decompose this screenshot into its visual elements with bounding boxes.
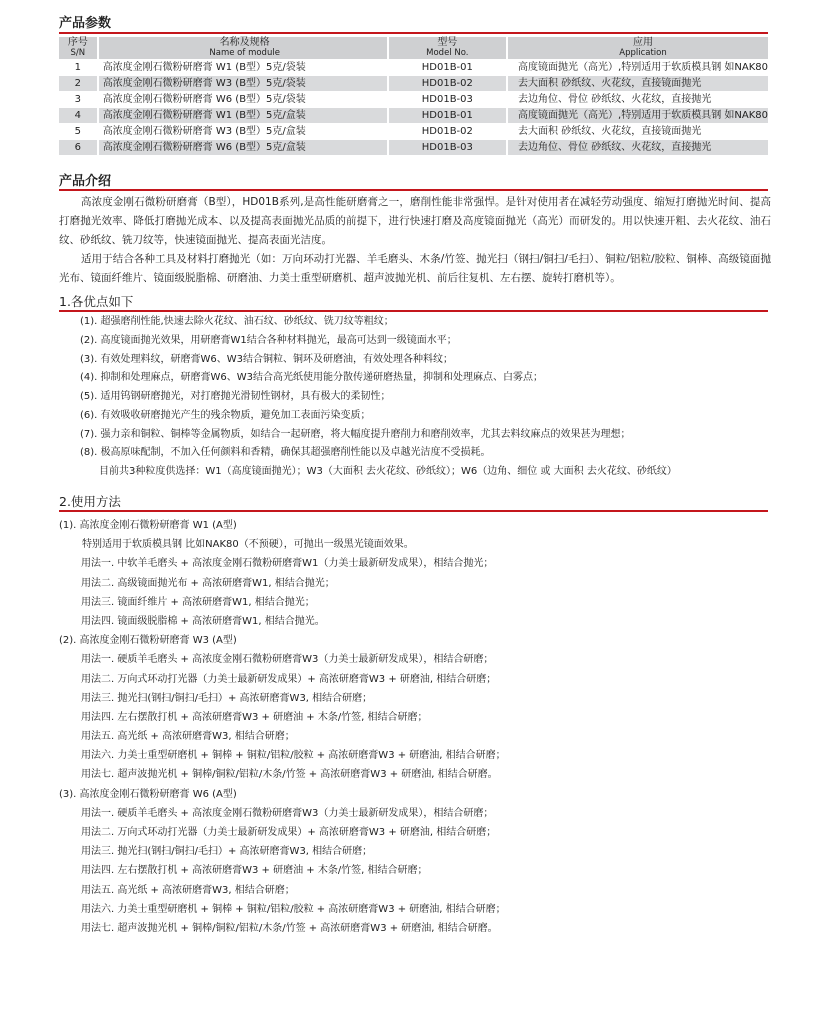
cell-model: HD01B-01 bbox=[387, 108, 506, 123]
params-title: 产品参数 bbox=[59, 16, 112, 31]
cell-name: 高浓度金刚石微粉研磨膏 W6 (B型）5克/盒装 bbox=[97, 140, 387, 155]
cell-model: HD01B-01 bbox=[387, 60, 506, 75]
table-row bbox=[59, 76, 768, 91]
list-item: (2). 高度镜面抛光效果，用研磨膏W1结合各种材料抛光，最高可达到一级镜面水平； bbox=[80, 334, 457, 346]
usage-method: 用法二. 万向式环动打光器（力美士最新研发成果）+ 高浓研磨膏W3 + 研磨油, 相结合研磨； bbox=[81, 827, 497, 838]
header-name: 名称及规格 Name of module bbox=[97, 37, 387, 59]
cell-model: HD01B-03 bbox=[387, 92, 506, 107]
usage-method: 用法二. 高级镜面抛光布 + 高浓研磨膏W1, 相结合抛光； bbox=[81, 577, 335, 589]
usage-title: 2.使用方法 bbox=[59, 494, 121, 509]
grit-options-note: 目前共3种粒度供选择：W1（高度镜面抛光）；W3（大面积 去火花纹、砂纸纹）；W6（边角、细位 或 大面积 去火花纹、砂纸纹） bbox=[99, 466, 677, 477]
cell-application: 高度镜面抛光（高光）,特别适用于软质模具钢 如NAK80 bbox=[506, 108, 768, 123]
cell-name: 高浓度金刚石微粉研磨膏 W3 (B型）5克/盒装 bbox=[97, 124, 387, 139]
list-item: (8). 极高原味配制，不加入任何颜料和香精，确保其超强磨削性能以及卓越光洁度不受损耗。 bbox=[80, 447, 491, 459]
intro-rule bbox=[59, 189, 768, 191]
cell-name: 高浓度金刚石微粉研磨膏 W6 (B型）5克/袋装 bbox=[97, 92, 387, 107]
params-rule bbox=[59, 32, 768, 34]
usage-heading-w3: (2). 高浓度金刚石微粉研磨膏 W3 (A型) bbox=[59, 635, 237, 647]
cell-name: 高浓度金刚石微粉研磨膏 W1 (B型）5克/袋装 bbox=[97, 60, 387, 75]
usage-heading-w6: (3). 高浓度金刚石微粉研磨膏 W6 (A型) bbox=[59, 788, 237, 800]
usage-subnote-w1: 特别适用于软质模具钢 比如NAK80（不预硬），可抛出一级黑光镜面效果。 bbox=[82, 539, 414, 551]
cell-application: 去大面积 砂纸纹、火花纹，直接镜面抛光 bbox=[506, 76, 768, 91]
header-application: 应用 Application bbox=[506, 37, 768, 59]
cell-application: 去大面积 砂纸纹、火花纹，直接镜面抛光 bbox=[506, 124, 768, 139]
cell-application: 高度镜面抛光（高光）,特别适用于软质模具钢 如NAK80 bbox=[506, 60, 768, 75]
list-item: (1). 超强磨削性能,快速去除火花纹、油石纹、砂纸纹、铣刀纹等粗纹； bbox=[80, 316, 394, 327]
usage-method: 用法五. 高光纸 + 高浓研磨膏W3, 相结合研磨； bbox=[81, 731, 295, 743]
usage-method: 用法四. 左右摆散打机 + 高浓研磨膏W3 + 研磨油 + 木条/竹签, 相结合研磨； bbox=[81, 865, 428, 877]
table-row bbox=[59, 124, 768, 139]
usage-method: 用法一. 硬质羊毛磨头 + 高浓度金刚石微粉研磨膏W3（力美士最新研发成果），相结合研磨； bbox=[81, 807, 494, 819]
advantages-list bbox=[80, 313, 770, 482]
list-item: (5). 适用钨钢研磨抛光，对打磨抛光滑韧性钢材，具有极大的柔韧性； bbox=[80, 391, 391, 402]
usage-method: 用法二. 万向式环动打光器（力美士最新研发成果）+ 高浓研磨膏W3 + 研磨油, 相结合研磨； bbox=[81, 673, 497, 685]
cell-sn: 5 bbox=[74, 126, 82, 137]
table-row bbox=[59, 140, 768, 155]
usage-method: 用法三. 抛光扫(钢扫/铜扫/毛扫）+ 高浓研磨膏W3, 相结合研磨； bbox=[81, 846, 373, 858]
usage-method: 用法五. 高光纸 + 高浓研磨膏W3, 相结合研磨； bbox=[81, 884, 295, 896]
usage-list bbox=[59, 516, 771, 938]
intro-paragraph-2: 适用于结合各种工具及材料打磨抛光（如：万向环动打光器、羊毛磨头、木条/竹签、抛光扫（钢扫/铜扫/毛扫）、铜粒/铝粒/胶粒、铜棒、高级镜面抛光布、镜面纤维片、镜面级脱脂棉、研磨油、力美士重型研磨机、超声波抛光机、前后往复机、左右摆、旋转打磨机等）。 bbox=[59, 253, 771, 284]
cell-application: 去边角位、骨位 砂纸纹、火花纹，直接抛光 bbox=[506, 140, 768, 155]
usage-heading-w1: (1). 高浓度金刚石微粉研磨膏 W1 (A型) bbox=[59, 520, 237, 531]
params-header-row bbox=[59, 37, 768, 59]
usage-method: 用法一. 中软羊毛磨头 + 高浓度金刚石微粉研磨膏W1（力美士最新研发成果），相结合抛光； bbox=[81, 558, 494, 570]
table-row bbox=[59, 92, 768, 107]
usage-method: 用法四. 左右摆散打机 + 高浓研磨膏W3 + 研磨油 + 木条/竹签, 相结合研磨； bbox=[81, 711, 428, 723]
list-item: (3). 有效处理料纹，研磨膏W6、W3结合铜粒、铜环及研磨油，有效处理各种料纹； bbox=[80, 353, 454, 365]
table-row bbox=[59, 108, 768, 123]
list-item: (4). 抑制和处理麻点，研磨膏W6、W3结合高光纸使用能分散传递研磨热量，抑制和处理麻点、白雾点； bbox=[80, 372, 544, 384]
cell-sn: 1 bbox=[74, 62, 82, 73]
cell-sn: 6 bbox=[59, 140, 97, 155]
usage-method: 用法六. 力美士重型研磨机 + 铜棒 + 铜粒/铝粒/胶粒 + 高浓研磨膏W3 + 研磨油, 相结合研磨； bbox=[81, 903, 506, 915]
intro-title: 产品介绍 bbox=[59, 174, 112, 189]
cell-sn: 4 bbox=[59, 108, 97, 123]
cell-sn: 2 bbox=[59, 76, 97, 91]
advantages-title: 1.各优点如下 bbox=[59, 294, 134, 309]
cell-sn: 3 bbox=[74, 94, 82, 105]
header-model: 型号 Model No. bbox=[387, 37, 506, 59]
cell-model: HD01B-02 bbox=[387, 76, 506, 91]
table-row bbox=[59, 60, 768, 75]
usage-rule bbox=[59, 510, 768, 512]
advantages-rule bbox=[59, 310, 768, 312]
usage-method: 用法四. 镜面级脱脂棉 + 高浓研磨膏W1, 相结合抛光。 bbox=[81, 615, 325, 627]
cell-name: 高浓度金刚石微粉研磨膏 W3 (B型）5克/袋装 bbox=[97, 76, 387, 91]
usage-method: 用法七. 超声波抛光机 + 铜棒/铜粒/铝粒/木条/竹签 + 高浓研磨膏W3 + 研磨油, 相结合研磨。 bbox=[81, 769, 498, 781]
intro-paragraph-1: 高浓度金刚石微粉研磨膏（B型），HD01B系列,是高性能研磨膏之一，磨削性能非常强悍。是针对使用者在减轻劳动强度、缩短打磨抛光时间、提高打磨抛光效率、降低打磨抛光成本、以及提高表面抛光品质的前提下，进行快速打磨及高度镜面抛光（高光）而研发的。用以快速开粗、去火花纹、油石纹、砂纸纹、铣刀纹等，快速镜面抛光、提高表面光洁度。 bbox=[59, 196, 771, 246]
cell-model: HD01B-02 bbox=[387, 124, 506, 139]
list-item: (7). 强力亲和铜粒、铜棒等金属物质，如结合一起研磨，将大幅度提升磨削力和磨削效率，尤其去料纹麻点的效果甚为理想； bbox=[80, 428, 631, 440]
usage-method: 用法七. 超声波抛光机 + 铜棒/铜粒/铝粒/木条/竹签 + 高浓研磨膏W3 + 研磨油, 相结合研磨。 bbox=[81, 922, 498, 934]
usage-method: 用法六. 力美士重型研磨机 + 铜棒 + 铜粒/铝粒/胶粒 + 高浓研磨膏W3 + 研磨油, 相结合研磨； bbox=[81, 750, 506, 762]
intro-text bbox=[59, 193, 771, 288]
header-sn: 序号 S/N bbox=[59, 37, 97, 59]
usage-method: 用法一. 硬质羊毛磨头 + 高浓度金刚石微粉研磨膏W3（力美士最新研发成果），相结合研磨； bbox=[81, 654, 494, 666]
params-table bbox=[59, 36, 768, 156]
usage-method: 用法三. 抛光扫(钢扫/铜扫/毛扫）+ 高浓研磨膏W3, 相结合研磨； bbox=[81, 692, 373, 704]
cell-application: 去边角位、骨位 砂纸纹、火花纹，直接抛光 bbox=[506, 92, 768, 107]
cell-name: 高浓度金刚石微粉研磨膏 W1 (B型）5克/盒装 bbox=[97, 108, 387, 123]
cell-model: HD01B-03 bbox=[387, 140, 506, 155]
list-item: (6). 有效吸收研磨抛光产生的残余物质，避免加工表面污染变质； bbox=[80, 409, 371, 421]
usage-method: 用法三. 镜面纤维片 + 高浓研磨膏W1, 相结合抛光； bbox=[81, 596, 315, 608]
